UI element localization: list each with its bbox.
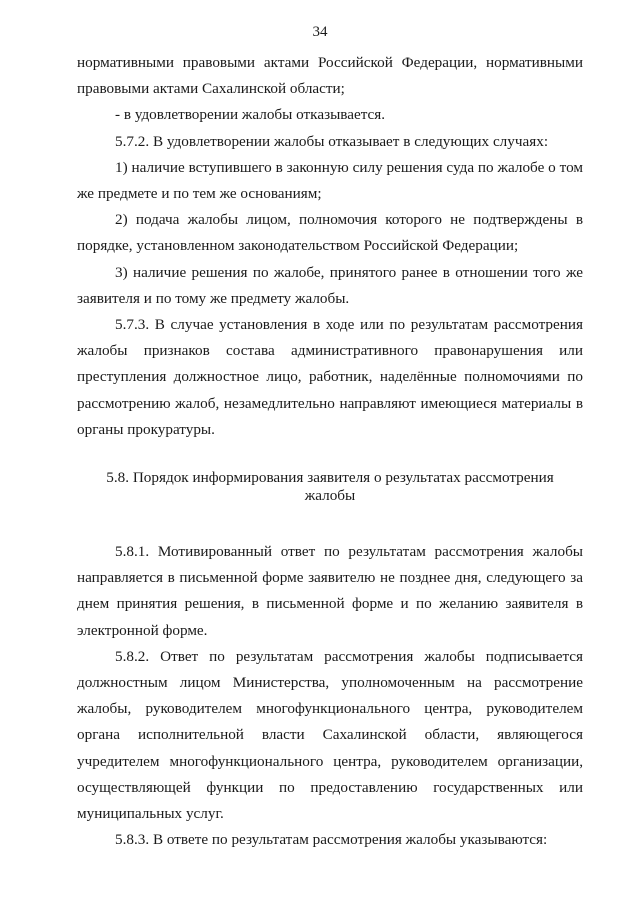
text-line: учредителем многофункционального центра, руководителем организации, bbox=[77, 752, 583, 770]
document-body bbox=[77, 50, 583, 853]
clause-5-7-3: 5.7.3. В случае установления в ходе или по результатам рассмотрения bbox=[115, 316, 583, 334]
text-line: органа исполнительной власти Сахалинской области, являющегося bbox=[77, 726, 583, 744]
page-number: 34 bbox=[312, 24, 328, 40]
heading-line: жалобы bbox=[304, 487, 356, 505]
text-line: должностным лицом Министерства, уполномоченным на рассмотрение bbox=[77, 674, 583, 692]
text-line: электронной форме. bbox=[77, 621, 208, 639]
text-line: жалобы, руководителем многофункционального центра, руководителем bbox=[77, 700, 583, 718]
text-line: 3) наличие решения по жалобе, принятого ранее в отношении того же bbox=[115, 263, 583, 281]
clause-5-8-1: 5.8.1. Мотивированный ответ по результатам рассмотрения жалобы bbox=[115, 543, 583, 561]
text-line: органы прокуратуры. bbox=[77, 420, 215, 438]
text-line: нормативными правовыми актами Российской Федерации, нормативными bbox=[77, 54, 583, 71]
text-line: днем принятия решения, в письменной форме и по желанию заявителя в bbox=[77, 595, 583, 613]
text-line: правовыми актами Сахалинской области; bbox=[77, 80, 345, 98]
text-line: 2) подача жалобы лицом, полномочия которого не подтверждены в bbox=[115, 211, 583, 229]
heading-line: 5.8. Порядок информирования заявителя о результатах рассмотрения bbox=[106, 469, 554, 487]
text-line: заявителя и по тому же предмету жалобы. bbox=[77, 289, 350, 307]
text-line: муниципальных услуг. bbox=[77, 805, 224, 823]
section-heading-5-8 bbox=[77, 469, 583, 505]
text-line: же предмете и по тем же основаниям; bbox=[77, 185, 322, 203]
text-line: порядке, установленном законодательством Российской Федерации; bbox=[77, 237, 519, 255]
clause-5-8-2: 5.8.2. Ответ по результатам рассмотрения жалобы подписывается bbox=[115, 647, 583, 665]
text-line: жалобы признаков состава административного правонарушения или bbox=[77, 342, 583, 360]
clause-5-7-2: 5.7.2. В удовлетворении жалобы отказывает в следующих случаях: bbox=[115, 132, 549, 150]
clause-5-8-3: 5.8.3. В ответе по результатам рассмотрения жалобы указываются: bbox=[115, 831, 548, 849]
text-line: 1) наличие вступившего в законную силу решения суда по жалобе о том bbox=[115, 158, 583, 176]
text-line: направляется в письменной форме заявителю не позднее дня, следующего за bbox=[77, 569, 583, 587]
text-line: преступления должностное лицо, работник, наделённые полномочиями по bbox=[77, 368, 583, 386]
text-line: рассмотрению жалоб, незамедлительно направляют имеющиеся материалы в bbox=[77, 394, 583, 412]
text-line: - в удовлетворении жалобы отказывается. bbox=[115, 106, 386, 124]
text-line: осуществляющей функции по предоставлению государственных или bbox=[77, 778, 583, 796]
